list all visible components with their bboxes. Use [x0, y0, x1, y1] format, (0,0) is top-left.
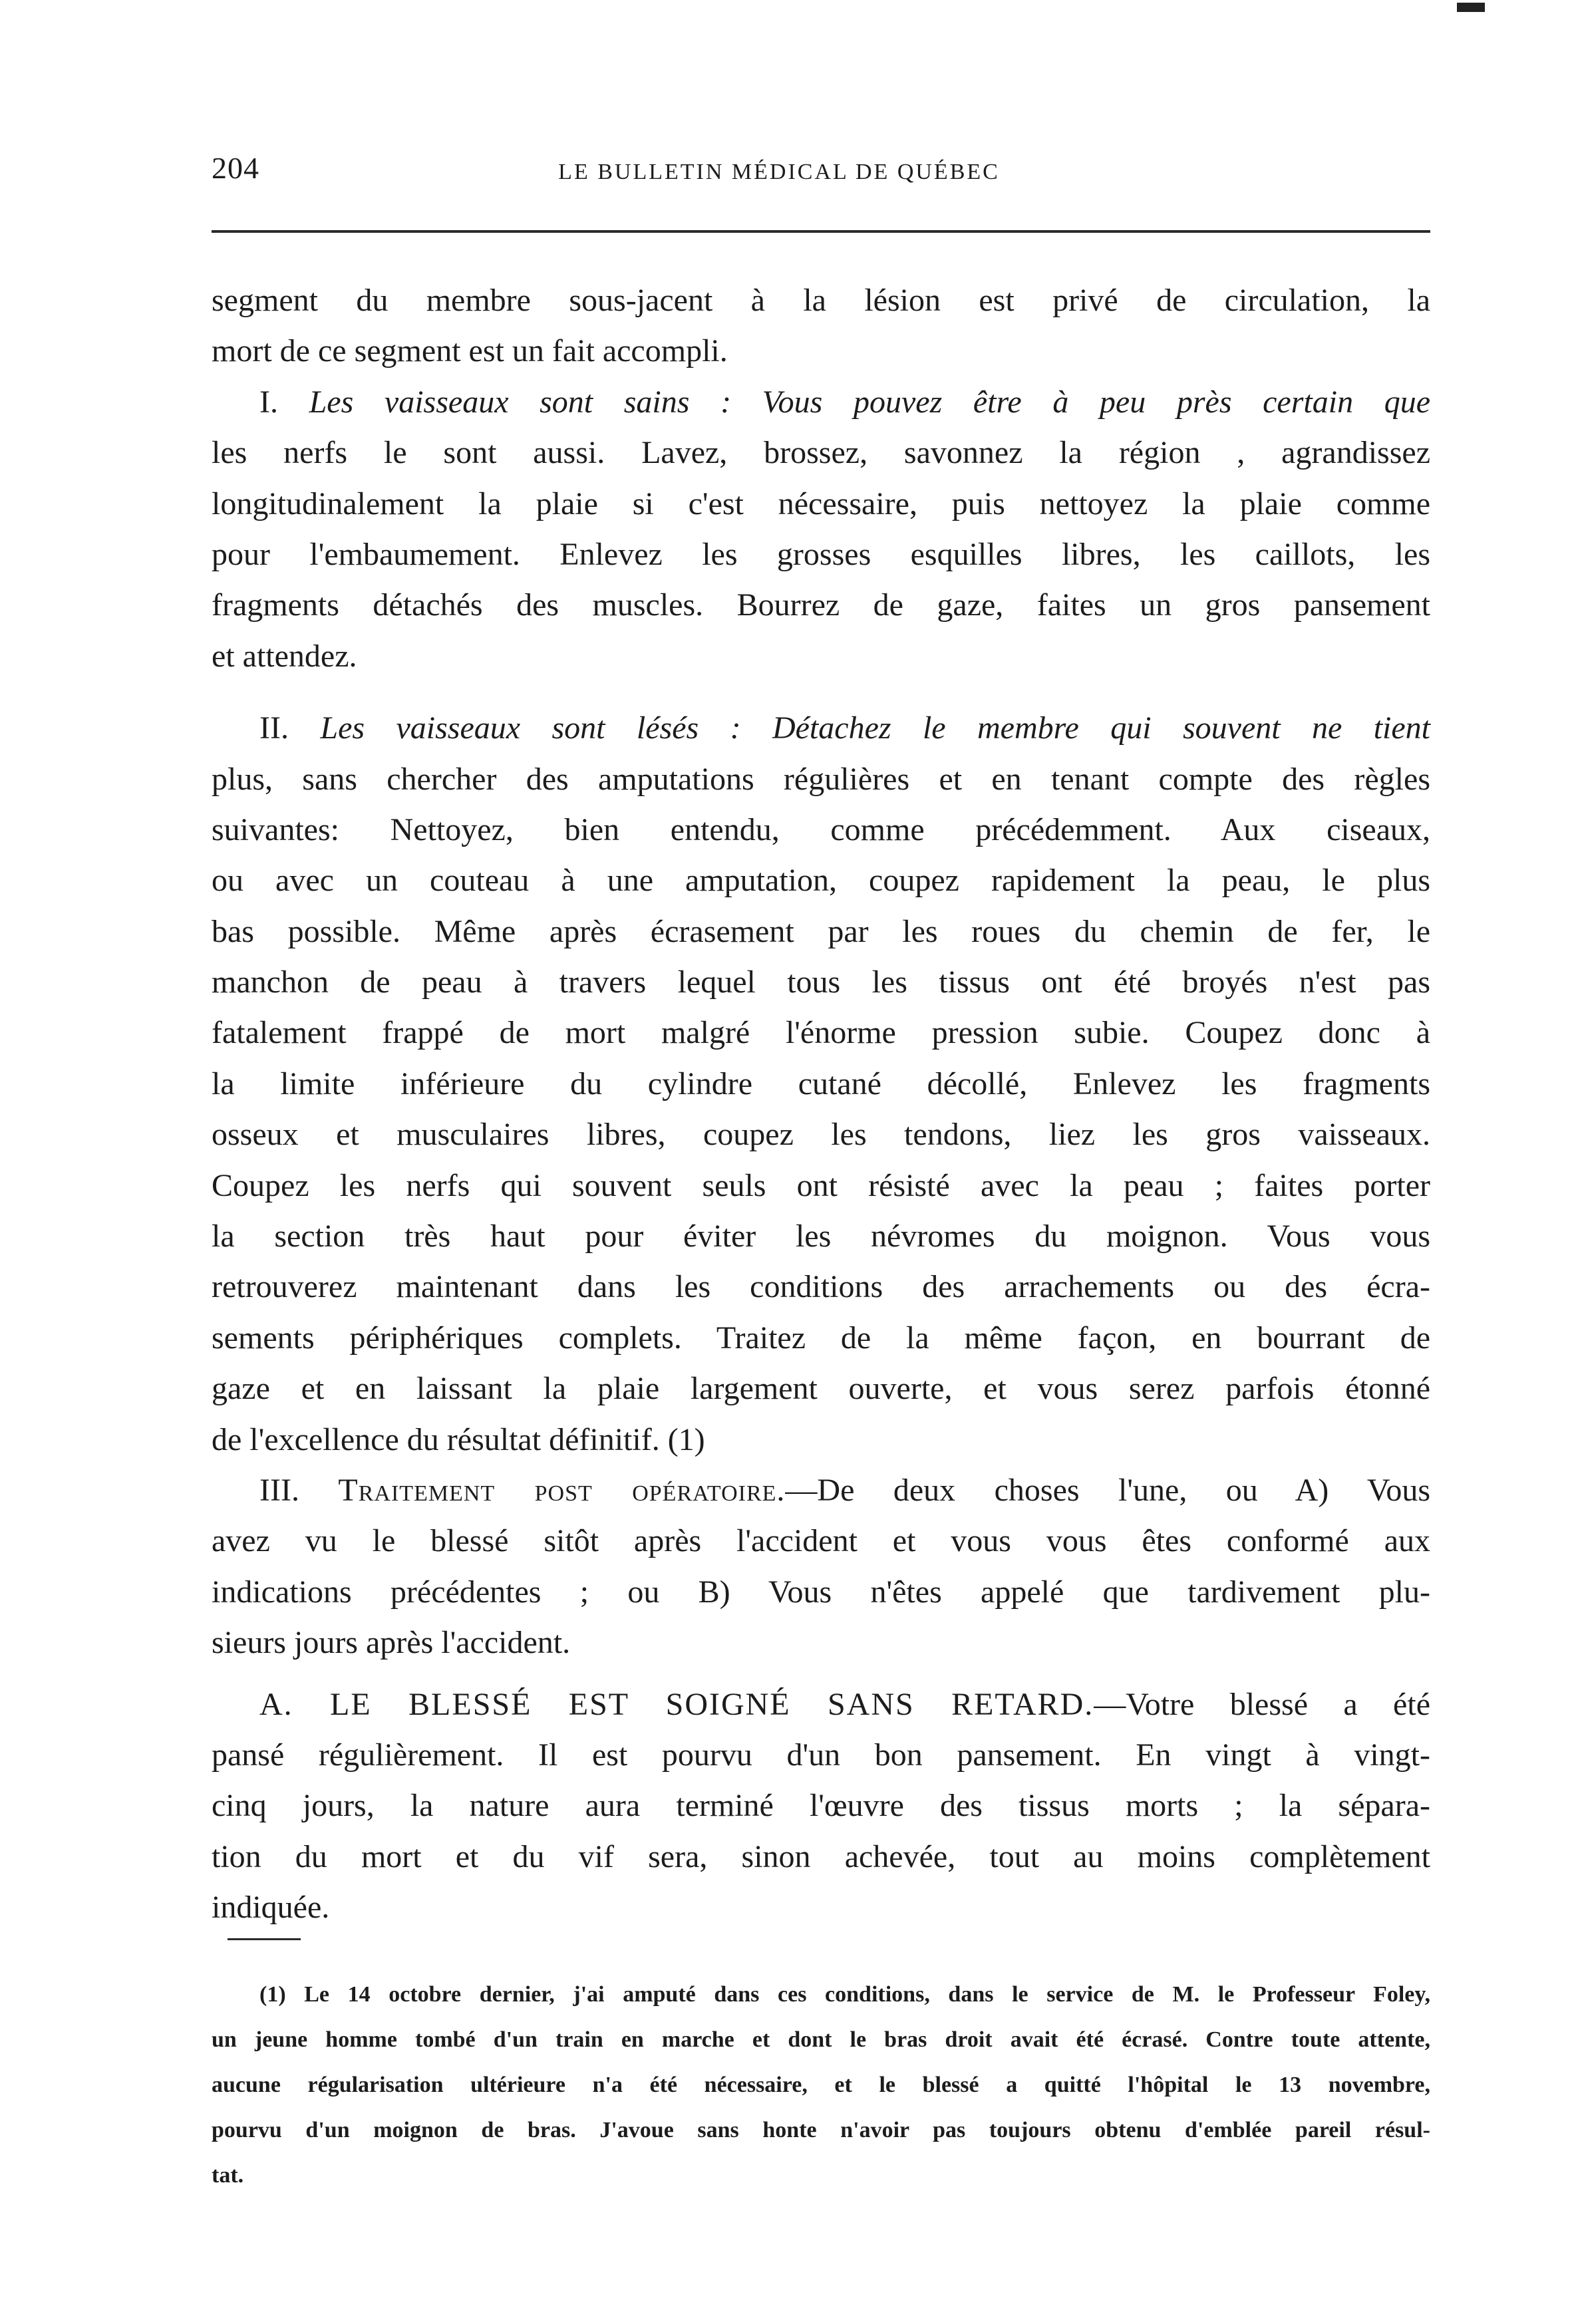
- body-line: mort de ce segment est un fait accompli.: [212, 333, 728, 369]
- section-iii-text: —De deux choses l'une, ou A) Vous: [785, 1472, 1431, 1508]
- section-ii-text: Les vaisseaux sont lésés : Détachez le membre qui souvent ne tient: [320, 710, 1430, 746]
- article-body: [212, 275, 1430, 1934]
- section-iii-heading: Traitement post opératoire.: [338, 1472, 786, 1508]
- header-rule: [212, 230, 1430, 233]
- footnote: [212, 1972, 1430, 2198]
- body-line: manchon de peau à travers lequel tous les tissus ont été broyés n'est pas: [212, 964, 1430, 1000]
- body-line: plus, sans chercher des amputations régulières et en tenant compte des règles: [212, 761, 1430, 797]
- body-line: pansé régulièrement. Il est pourvu d'un bon pansement. En vingt à vingt-: [212, 1737, 1430, 1773]
- body-line: fragments détachés des muscles. Bourrez de gaze, faites un gros pansement: [212, 587, 1430, 623]
- footnote-line: pourvu d'un moignon de bras. J'avoue sans honte n'avoir pas toujours obtenu d'emblée pareil résul-: [212, 2118, 1430, 2142]
- section-marker: III.: [259, 1472, 299, 1508]
- body-line: retrouverez maintenant dans les conditions des arrachements ou des écra-: [212, 1269, 1430, 1305]
- body-line: indications précédentes ; ou B) Vous n'êtes appelé que tardivement plu-: [212, 1574, 1430, 1610]
- footnote-rule: [228, 1938, 301, 1940]
- body-line: fatalement frappé de mort malgré l'énorme pression subie. Coupez donc à: [212, 1015, 1430, 1051]
- section-marker: I.: [259, 384, 278, 420]
- body-line: osseux et musculaires libres, coupez les tendons, liez les gros vaisseaux.: [212, 1117, 1430, 1153]
- footnote-line: (1) Le 14 octobre dernier, j'ai amputé dans ces conditions, dans le service de M. le Professeur Foley,: [259, 1982, 1430, 2007]
- body-line: segment du membre sous-jacent à la lésion est privé de circulation, la: [212, 283, 1430, 318]
- subsection-a-heading: A. LE BLESSÉ EST SOIGNÉ SANS RETARD.: [259, 1686, 1094, 1722]
- body-line: pour l'embaumement. Enlevez les grosses esquilles libres, les caillots, les: [212, 536, 1430, 572]
- body-line: avez vu le blessé sitôt après l'accident et vous vous êtes conformé aux: [212, 1523, 1430, 1559]
- body-line: de l'excellence du résultat définitif. (1): [212, 1421, 705, 1457]
- body-line: gaze et en laissant la plaie largement ouverte, et vous serez parfois étonné: [212, 1371, 1430, 1407]
- section-i-text: Les vaisseaux sont sains : Vous pouvez être à peu près certain que: [309, 384, 1431, 420]
- body-line: et attendez.: [212, 638, 357, 674]
- body-line: Coupez les nerfs qui souvent seuls ont résisté avec la peau ; faites porter: [212, 1167, 1430, 1203]
- footnote-line: aucune régularisation ultérieure n'a été nécessaire, et le blessé a quitté l'hôpital le 13 novembre,: [212, 2073, 1430, 2097]
- section-marker: II.: [259, 710, 289, 746]
- scan-mark: [1457, 3, 1485, 12]
- paragraph-gap: [212, 682, 1430, 703]
- footnote-line: tat.: [212, 2163, 244, 2188]
- body-line: la section très haut pour éviter les névromes du moignon. Vous vous: [212, 1219, 1430, 1254]
- section-iii-line: [212, 1465, 1430, 1516]
- body-line: ou avec un couteau à une amputation, coupez rapidement la peau, le plus: [212, 863, 1430, 899]
- body-line: les nerfs le sont aussi. Lavez, brossez, savonnez la région , agrandissez: [212, 435, 1430, 471]
- body-line: suivantes: Nettoyez, bien entendu, comme précédemment. Aux ciseaux,: [212, 811, 1430, 847]
- section-i-line: [212, 377, 1430, 428]
- section-ii-line: [212, 703, 1430, 754]
- page-number: 204: [212, 151, 259, 185]
- body-line: sieurs jours après l'accident.: [212, 1625, 571, 1661]
- paragraph-gap: [212, 1669, 1430, 1679]
- footnote-line: un jeune homme tombé d'un train en marche et dont le bras droit avait été écrasé. Contre toute attente,: [212, 2027, 1430, 2052]
- body-line: longitudinalement la plaie si c'est nécessaire, puis nettoyez la plaie comme: [212, 486, 1430, 521]
- body-line: bas possible. Même après écrasement par les roues du chemin de fer, le: [212, 913, 1430, 949]
- body-line: cinq jours, la nature aura terminé l'œuvre des tissus morts ; la sépara-: [212, 1788, 1430, 1824]
- subsection-a-text: —Votre blessé a été: [1094, 1686, 1431, 1722]
- body-line: sements périphériques complets. Traitez de la même façon, en bourrant de: [212, 1320, 1430, 1356]
- body-line: tion du mort et du vif sera, sinon achevée, tout au moins complètement: [212, 1838, 1430, 1874]
- body-line: indiquée.: [212, 1890, 330, 1926]
- running-title: LE BULLETIN MÉDICAL DE QUÉBEC: [558, 160, 1000, 184]
- page-header: [212, 150, 1346, 197]
- subsection-a-line: [212, 1679, 1430, 1730]
- body-line: la limite inférieure du cylindre cutané décollé, Enlevez les fragments: [212, 1066, 1430, 1101]
